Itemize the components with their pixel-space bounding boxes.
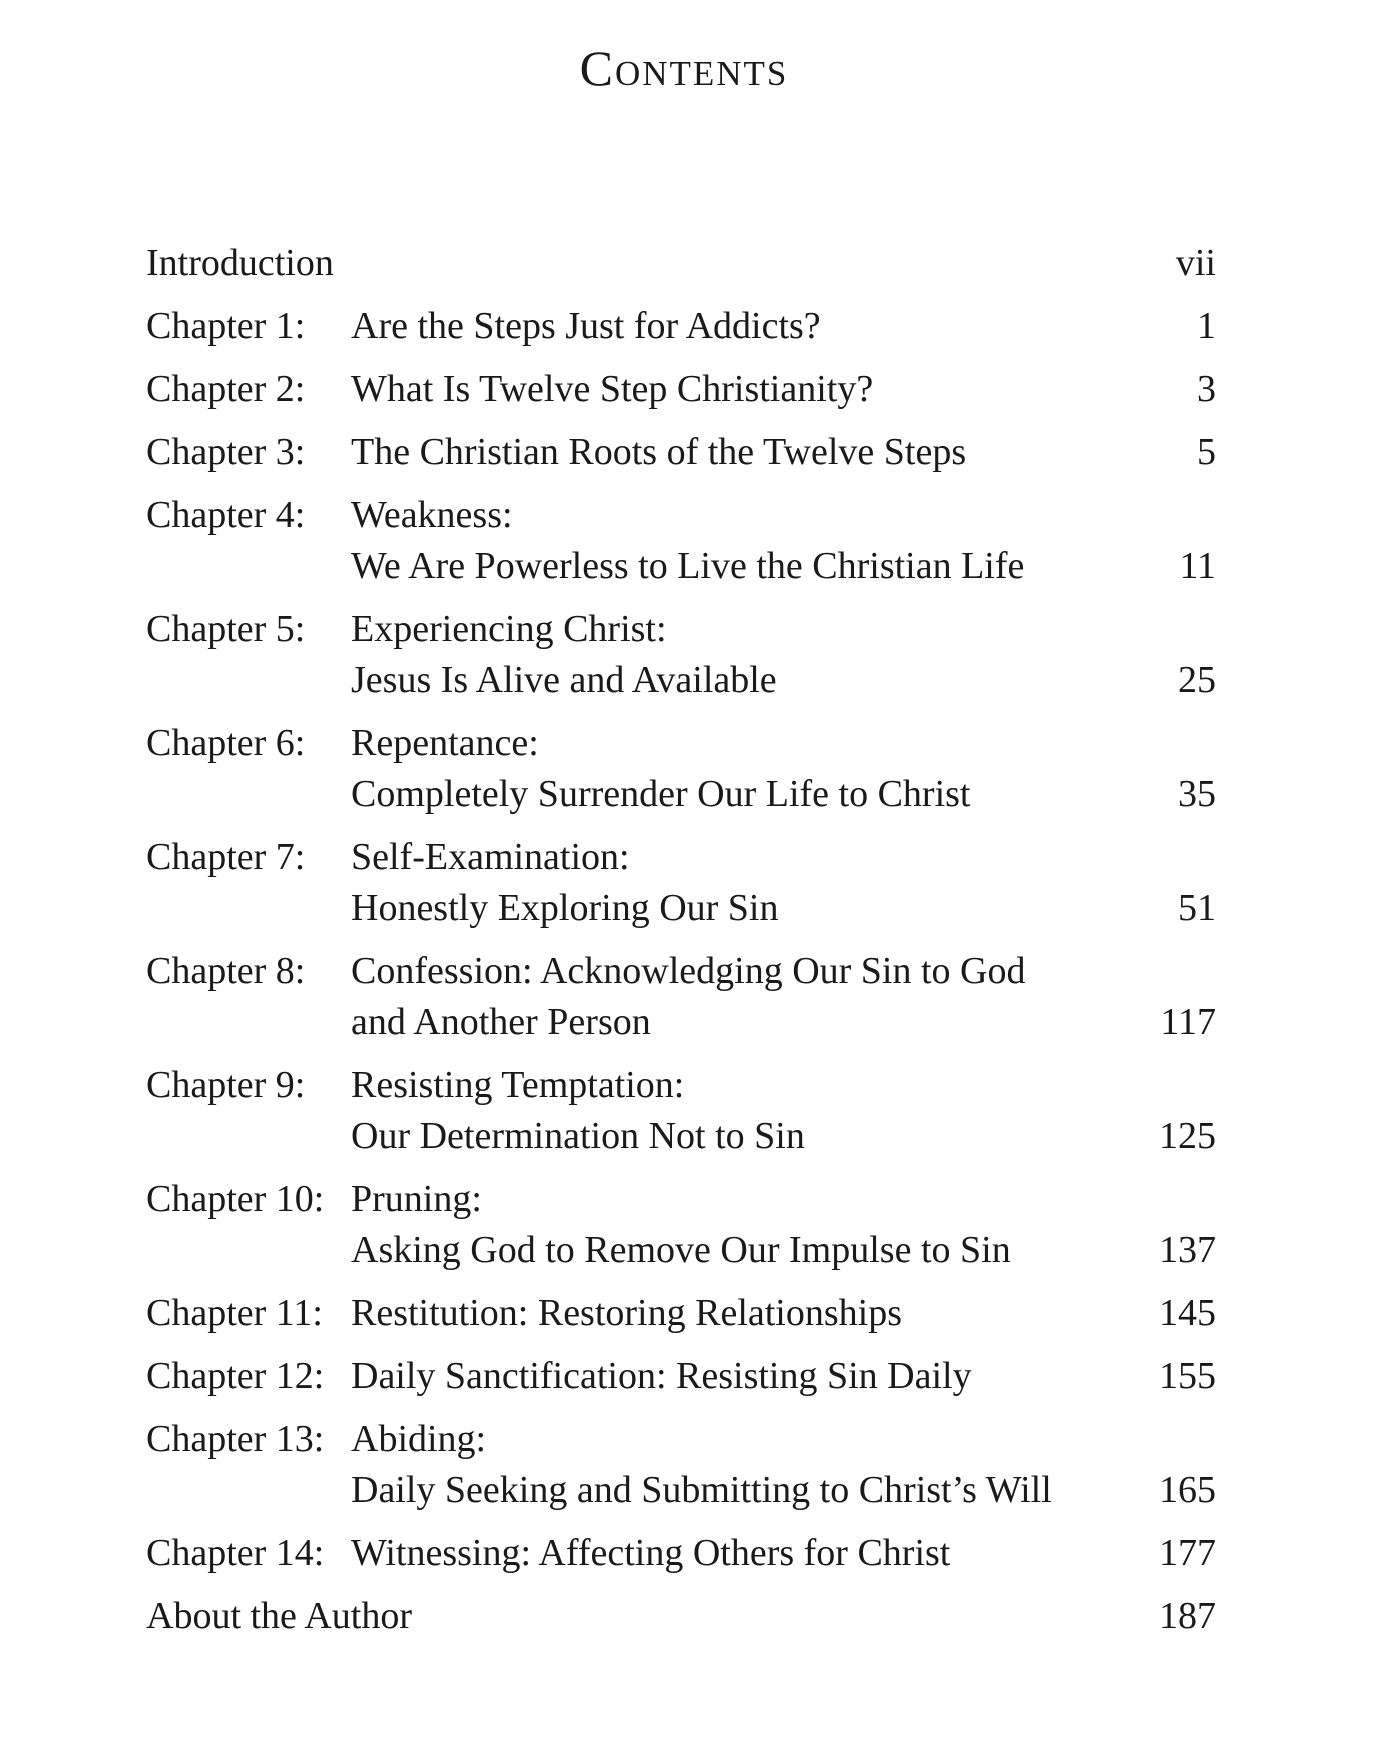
chapter-title-line: Jesus Is Alive and Available [351,659,777,701]
chapter-title [351,1288,1106,1339]
toc-entry-chapter-4[interactable] [146,490,1216,592]
chapter-title-line: Daily Seeking and Submitting to Christ’s Will [351,1469,1052,1511]
toc-page-number: 177 [1159,1532,1216,1574]
chapter-title-line: Asking God to Remove Our Impulse to Sin [351,1229,1011,1271]
toc-page-number: 165 [1159,1469,1216,1511]
toc-page-number: 25 [1178,659,1216,701]
chapter-title [351,718,1106,820]
toc-entry-chapter-14[interactable] [146,1528,1216,1579]
chapter-label: Chapter 11: [146,1292,323,1334]
chapter-title [351,832,1106,934]
chapter-label: Chapter 1: [146,305,306,347]
chapter-title [351,427,1106,478]
toc-entry-introduction[interactable] [146,238,1216,289]
toc-entry-chapter-5[interactable] [146,604,1216,706]
chapter-title-line: What Is Twelve Step Christianity? [351,368,874,410]
chapter-label: Chapter 12: [146,1355,325,1397]
chapter-label: Chapter 4: [146,494,306,536]
chapter-title [351,301,1106,352]
toc-page-number: 117 [1160,1001,1216,1043]
chapter-label: Chapter 8: [146,950,306,992]
chapter-title-line: Are the Steps Just for Addicts? [351,305,821,347]
chapter-title [351,1528,1106,1579]
toc-entry-chapter-11[interactable] [146,1288,1216,1339]
toc-entry-chapter-7[interactable] [146,832,1216,934]
toc-page-number: 145 [1159,1292,1216,1334]
toc-entry-chapter-8[interactable] [146,946,1216,1048]
chapter-title [351,1174,1106,1276]
toc-entry-chapter-13[interactable] [146,1414,1216,1516]
toc-page-number: 1 [1197,305,1216,347]
toc-entry-chapter-10[interactable] [146,1174,1216,1276]
toc-page-number: 5 [1197,431,1216,473]
chapter-label: Chapter 13: [146,1418,325,1460]
chapter-label: Chapter 9: [146,1064,306,1106]
chapter-title-line: Confession: Acknowledging Our Sin to God [351,950,1026,992]
table-of-contents [146,238,1216,1654]
chapter-title [351,1060,1106,1162]
chapter-title [351,490,1106,592]
chapter-title-line: Resisting Temptation: [351,1064,685,1106]
chapter-title [351,1414,1106,1516]
toc-entry-chapter-2[interactable] [146,364,1216,415]
toc-entry-about-author[interactable] [146,1591,1216,1642]
toc-page-number: 187 [1159,1595,1216,1637]
chapter-title-line: Witnessing: Affecting Others for Christ [351,1532,951,1574]
toc-entry-chapter-6[interactable] [146,718,1216,820]
chapter-title-line: Restitution: Restoring Relationships [351,1292,902,1334]
chapter-label: Chapter 14: [146,1532,325,1574]
chapter-title-line: Pruning: [351,1178,482,1220]
toc-page-number: 3 [1197,368,1216,410]
chapter-title [351,946,1106,1048]
chapter-title-line: Repentance: [351,722,539,764]
chapter-label: Chapter 2: [146,368,306,410]
chapter-title [351,364,1106,415]
toc-entry-chapter-3[interactable] [146,427,1216,478]
chapter-title-line: Weakness: [351,494,513,536]
toc-entry-title: About the Author [146,1595,412,1637]
toc-entry-chapter-9[interactable] [146,1060,1216,1162]
chapter-title-line: Daily Sanctification: Resisting Sin Daily [351,1355,972,1397]
toc-entry-chapter-1[interactable] [146,301,1216,352]
chapter-title-line: Abiding: [351,1418,487,1460]
chapter-label: Chapter 10: [146,1178,325,1220]
toc-page-number: 137 [1159,1229,1216,1271]
chapter-title-line: Self-Examination: [351,836,630,878]
chapter-title-line: Honestly Exploring Our Sin [351,887,779,929]
toc-page-number: 51 [1178,887,1216,929]
chapter-label: Chapter 5: [146,608,306,650]
chapter-title-line: The Christian Roots of the Twelve Steps [351,431,967,473]
toc-page-number: 35 [1178,773,1216,815]
chapter-list [146,301,1216,1579]
toc-page-number: 155 [1159,1355,1216,1397]
chapter-title-line: Experiencing Christ: [351,608,667,650]
toc-entry-title: Introduction [146,242,334,284]
chapter-title [351,604,1106,706]
toc-entry-chapter-12[interactable] [146,1351,1216,1402]
chapter-label: Chapter 3: [146,431,306,473]
page-title: Contents [579,40,789,96]
toc-page-number: 11 [1179,545,1216,587]
chapter-title-line: We Are Powerless to Live the Christian Life [351,545,1025,587]
chapter-label: Chapter 7: [146,836,306,878]
chapter-title-line: Our Determination Not to Sin [351,1115,805,1157]
toc-page-number: 125 [1159,1115,1216,1157]
chapter-title-line: and Another Person [351,1001,651,1043]
chapter-label: Chapter 6: [146,722,306,764]
chapter-title [351,1351,1106,1402]
toc-page-number: vii [1175,242,1216,284]
chapter-title-line: Completely Surrender Our Life to Christ [351,773,971,815]
